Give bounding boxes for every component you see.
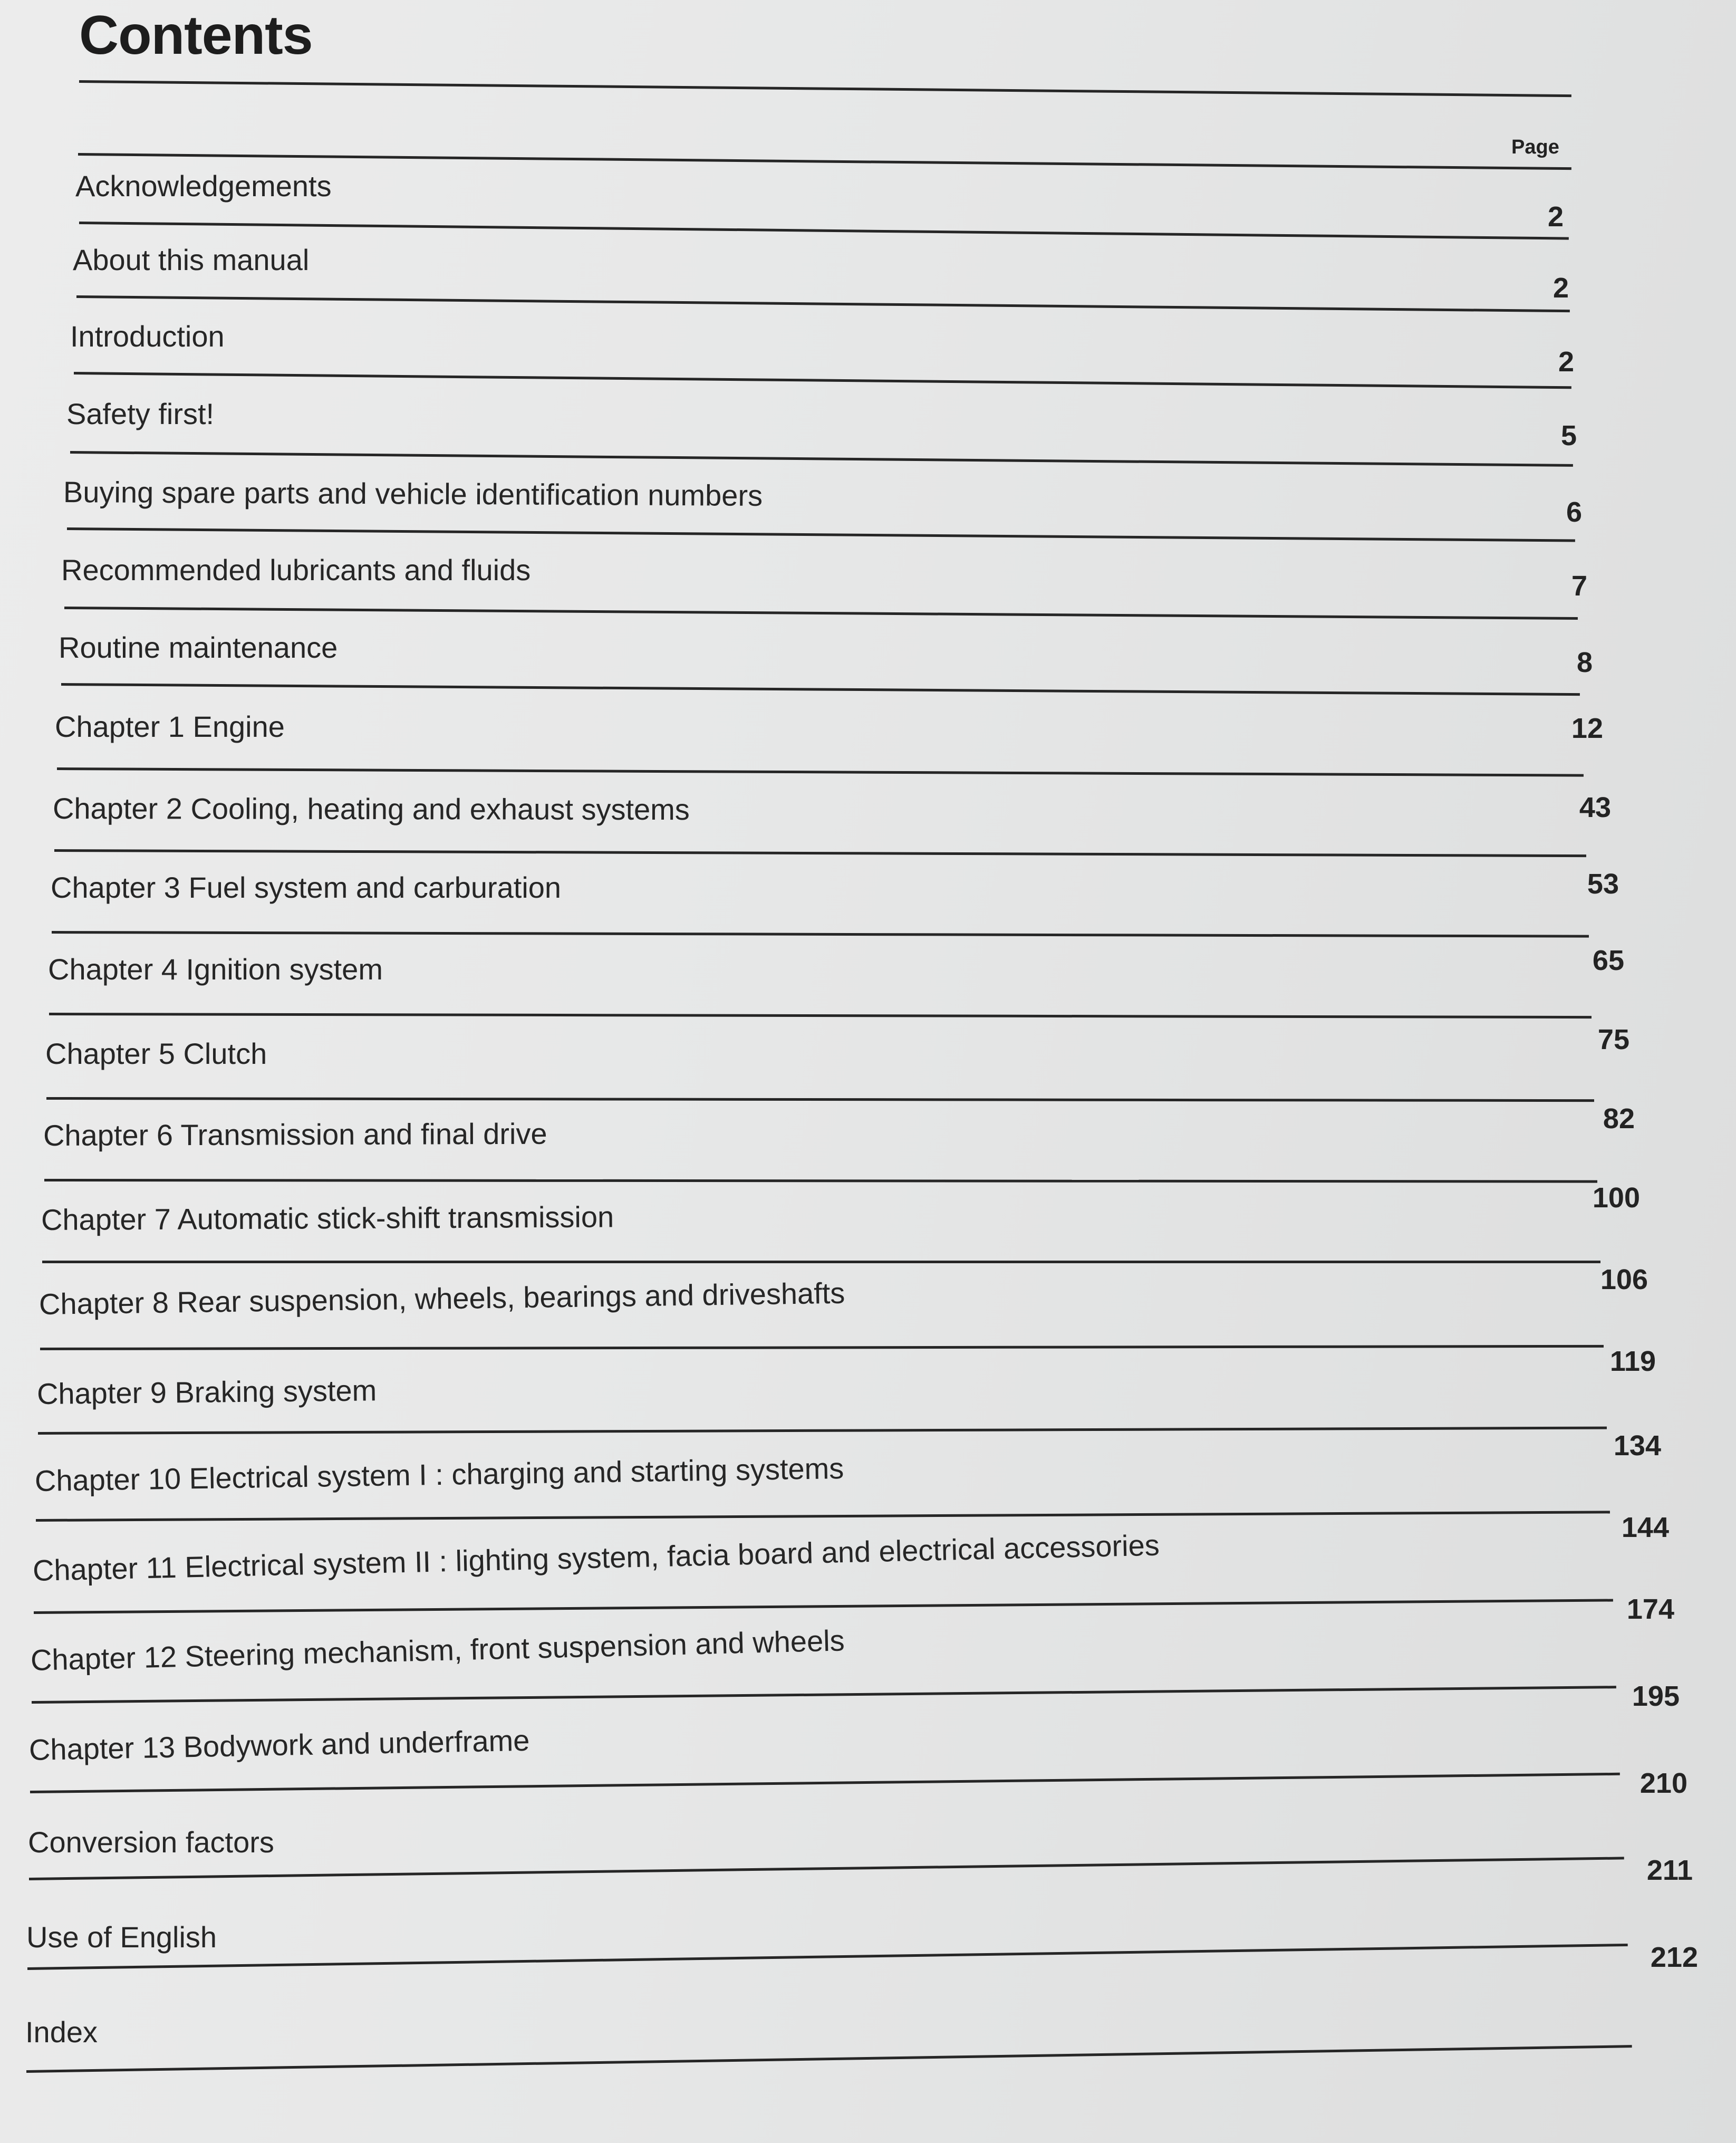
entry-page: 106	[1600, 1264, 1648, 1295]
entry-label: Chapter 5 Clutch	[45, 1037, 267, 1070]
entry-rule	[40, 1345, 1604, 1350]
entry-page: 2	[1558, 346, 1574, 378]
header-rule	[78, 153, 1571, 170]
entry-rule	[34, 1599, 1613, 1614]
entry-label: Chapter 7 Automatic stick-shift transmission	[41, 1200, 614, 1236]
entry-label: Buying spare parts and vehicle identification numbers	[63, 475, 763, 512]
entry-rule	[67, 527, 1575, 542]
entry-rule	[52, 931, 1589, 938]
entry-label: Chapter 13 Bodywork and underframe	[28, 1723, 530, 1766]
entry-rule	[32, 1686, 1616, 1704]
entry-rule	[44, 1179, 1597, 1183]
entry-page: 2	[1552, 272, 1569, 304]
entry-rule	[46, 1097, 1594, 1102]
entry-rule	[26, 2045, 1632, 2073]
entry-label: Acknowledgements	[75, 169, 332, 203]
entry-page: 6	[1566, 496, 1582, 528]
entry-page: 210	[1639, 1767, 1687, 1799]
entry-page: 43	[1579, 792, 1611, 823]
entry-page: 212	[1650, 1942, 1698, 1973]
entry-rule	[49, 1013, 1592, 1018]
entry-page: 8	[1576, 647, 1593, 678]
entry-label: Chapter 8 Rear suspension, wheels, bearings and driveshafts	[38, 1276, 845, 1321]
entry-label: Chapter 12 Steering mechanism, front suspension and wheels	[30, 1623, 845, 1677]
entry-label: Index	[25, 2015, 98, 2049]
entry-label: Chapter 6 Transmission and final drive	[43, 1117, 547, 1152]
entry-rule	[36, 1511, 1610, 1522]
entry-page: 100	[1592, 1182, 1640, 1214]
entry-page: 195	[1632, 1680, 1680, 1712]
entry-page: 12	[1571, 713, 1603, 744]
entry-page: 174	[1626, 1593, 1674, 1625]
entry-rule	[54, 849, 1586, 857]
entry-rule	[61, 683, 1580, 696]
entry-label: Routine maintenance	[59, 631, 338, 664]
entry-rule	[79, 222, 1569, 240]
entry-label: Chapter 9 Braking system	[36, 1373, 377, 1410]
entry-rule	[38, 1427, 1607, 1435]
entry-rule	[30, 1773, 1620, 1793]
entry-page: 134	[1613, 1430, 1661, 1462]
entry-label: About this manual	[73, 243, 310, 276]
page-column-header: Page	[1511, 136, 1559, 158]
entry-label: Safety first!	[66, 397, 215, 430]
title-rule	[79, 80, 1571, 97]
entry-page: 75	[1597, 1024, 1629, 1055]
entry-label: Chapter 1 Engine	[55, 710, 285, 743]
entry-page: 82	[1603, 1103, 1635, 1135]
entry-label: Recommended lubricants and fluids	[61, 553, 531, 587]
entry-rule	[27, 1944, 1628, 1970]
entry-rule	[29, 1857, 1624, 1880]
entry-label: Chapter 2 Cooling, heating and exhaust systems	[52, 792, 690, 827]
page-title: Contents	[79, 5, 313, 66]
entry-label: Chapter 4 Ignition system	[48, 953, 383, 986]
entry-page: 2	[1547, 201, 1564, 233]
entry-page: 53	[1587, 868, 1619, 900]
entry-page: 65	[1592, 945, 1624, 976]
entry-label: Use of English	[26, 1920, 217, 1954]
entry-rule	[42, 1261, 1600, 1263]
entry-page: 144	[1621, 1512, 1669, 1543]
entry-rule	[74, 372, 1571, 389]
entry-rule	[70, 451, 1573, 467]
entry-rule	[76, 295, 1570, 312]
entry-label: Conversion factors	[28, 1825, 274, 1859]
entry-label: Chapter 11 Electrical system II : lighting system, facia board and electrical accessories	[32, 1528, 1160, 1587]
entry-rule	[64, 607, 1578, 620]
entry-page: 119	[1609, 1346, 1656, 1377]
entry-page: 5	[1560, 420, 1577, 451]
entry-rule	[57, 767, 1584, 777]
entry-page: 211	[1646, 1854, 1693, 1886]
entry-page: 7	[1571, 570, 1587, 602]
entry-label: Chapter 3 Fuel system and carburation	[51, 871, 562, 904]
entry-label: Introduction	[70, 320, 225, 353]
entry-label: Chapter 10 Electrical system I : charging and starting systems	[34, 1451, 844, 1497]
